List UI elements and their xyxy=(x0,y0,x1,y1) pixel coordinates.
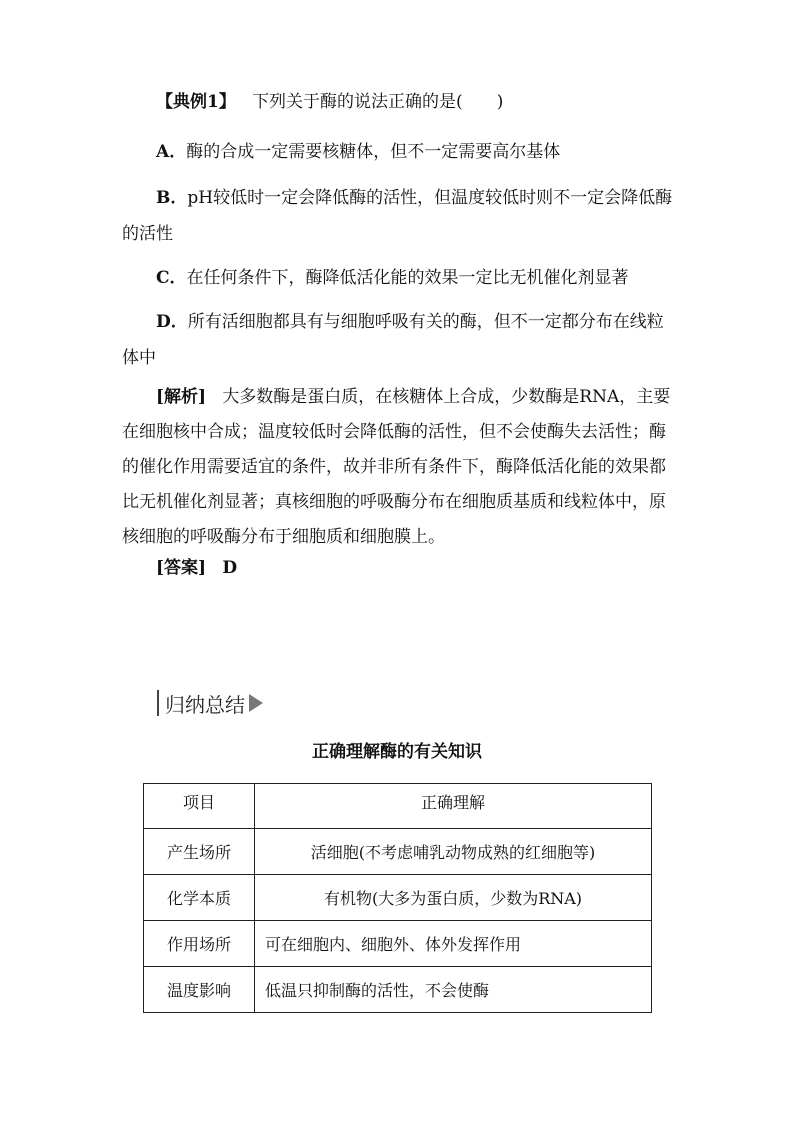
triangle-arrow-icon xyxy=(249,694,263,712)
answer-value: D xyxy=(222,558,238,578)
table-cell: 有机物(大多为蛋白质，少数为RNA) xyxy=(255,875,652,921)
answer-label: [答案] xyxy=(156,558,207,578)
option-letter: B． xyxy=(156,188,188,208)
analysis-text: 大多数酶是蛋白质，在核糖体上合成，少数酶是RNA，主要在细胞核中合成；温度较低时会降低酶的活性，但不会使酶失去活性；酶的催化作用需要适宜的条件，故并非所有条件下，酶降低活化能的效果都比无机催化剂显著；真核细胞的呼吸酶分布在细胞质基质和线粒体中，原核细胞的呼吸酶分布于细胞质和细胞膜上。 xyxy=(122,387,671,547)
table-row xyxy=(144,875,652,921)
option-letter: C． xyxy=(156,268,187,288)
table-row xyxy=(144,829,652,875)
summary-heading xyxy=(157,686,263,720)
header-cell: 正确理解 xyxy=(255,784,652,829)
option-letter: A． xyxy=(156,142,187,162)
option-text: 所有活细胞都具有与细胞呼吸有关的酶，但不一定都分布在线粒体中 xyxy=(122,312,664,368)
option-text: pH较低时一定会降低酶的活性，但温度较低时则不一定会降低酶的活性 xyxy=(122,188,673,244)
knowledge-table xyxy=(143,783,652,1013)
example-question xyxy=(122,84,678,120)
table-row xyxy=(144,921,652,967)
table-header-row xyxy=(144,784,652,829)
option-d xyxy=(122,304,678,376)
table-cell: 可在细胞内、细胞外、体外发挥作用 xyxy=(255,921,652,967)
option-letter: D． xyxy=(156,312,188,332)
question-text: 下列关于酶的说法正确的是( ) xyxy=(252,92,504,112)
table-cell: 化学本质 xyxy=(144,875,255,921)
table-row xyxy=(144,967,652,1013)
table-cell: 产生场所 xyxy=(144,829,255,875)
option-text: 在任何条件下，酶降低活化能的效果一定比无机催化剂显著 xyxy=(186,268,629,288)
table-cell: 作用场所 xyxy=(144,921,255,967)
option-b xyxy=(122,180,678,252)
table-cell: 温度影响 xyxy=(144,967,255,1013)
option-text: 酶的合成一定需要核糖体，但不一定需要高尔基体 xyxy=(186,142,561,162)
option-c xyxy=(122,260,678,296)
summary-heading-text: 归纳总结 xyxy=(165,692,245,717)
analysis-label: [解析] xyxy=(156,387,207,407)
example-label: 【典例1】 xyxy=(156,92,236,112)
option-a xyxy=(122,134,678,170)
heading-bar xyxy=(157,690,159,716)
table-cell: 活细胞(不考虑哺乳动物成熟的红细胞等) xyxy=(255,829,652,875)
analysis-paragraph xyxy=(122,380,678,555)
table-cell: 低温只抑制酶的活性，不会使酶 xyxy=(255,967,652,1013)
answer-paragraph xyxy=(122,550,678,586)
table-title: 正确理解酶的有关知识 xyxy=(312,742,482,762)
header-cell: 项目 xyxy=(144,784,255,829)
